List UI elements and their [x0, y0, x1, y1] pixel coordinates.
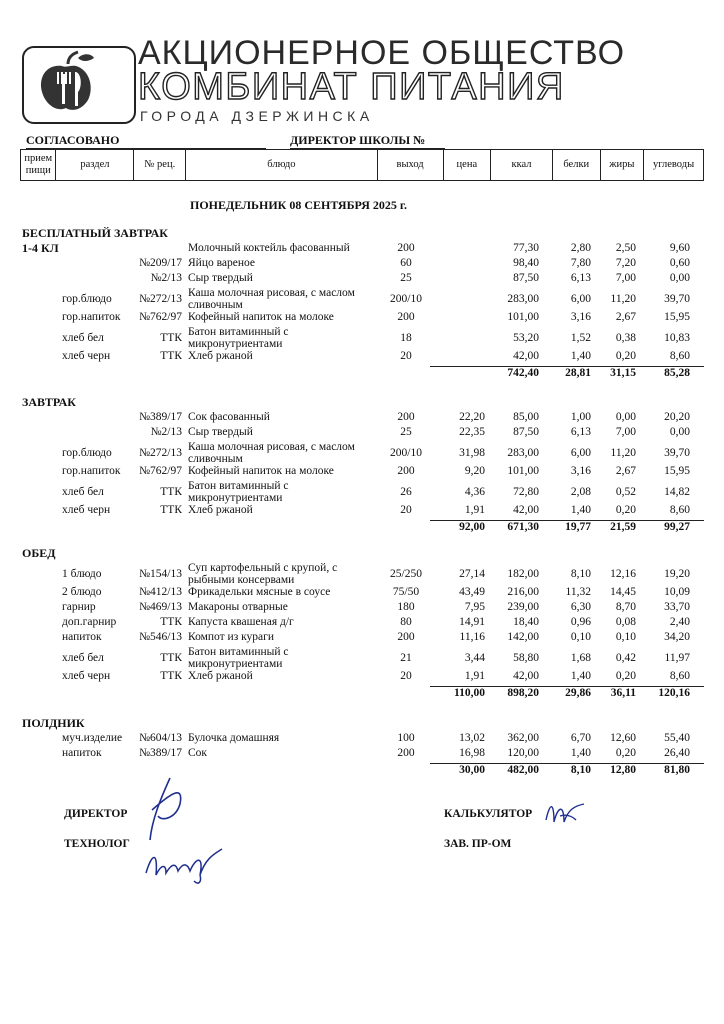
fat: 14,45: [610, 586, 636, 598]
dish-name: Яйцо вареное: [188, 257, 255, 269]
total-fat: 21,59: [610, 521, 636, 533]
portion-output: 21: [400, 652, 412, 664]
dish-name: Молочный коктейль фасованный: [188, 242, 350, 254]
fat: 8,70: [615, 601, 636, 613]
total-price: 110,00: [454, 687, 485, 699]
portion-output: 200: [397, 242, 415, 254]
menu-row: [0, 465, 724, 480]
section-title: ЗАВТРАК: [22, 395, 77, 409]
total-kcal: 482,00: [507, 764, 539, 776]
protein: 6,70: [570, 732, 591, 744]
razdel: хлеб бел: [62, 486, 104, 498]
razdel: гор.блюдо: [62, 447, 112, 459]
kcal: 101,00: [507, 311, 539, 323]
dish-name: Компот из кураги: [188, 631, 275, 643]
razdel: хлеб черн: [62, 504, 111, 516]
dish-name: Суп картофельный с крупой, с рыбными консервами: [188, 562, 338, 586]
menu-row: [0, 311, 724, 326]
section-total-row: [0, 687, 724, 707]
total-kcal: 742,40: [507, 367, 539, 379]
menu-row: [0, 426, 724, 441]
protein: 3,16: [570, 311, 591, 323]
dish-name: Макароны отварные: [188, 601, 288, 613]
section-total-row: [0, 521, 724, 541]
price: 3,44: [464, 652, 485, 664]
protein: 1,40: [570, 504, 591, 516]
col-header: раздел: [56, 150, 134, 181]
fat: 2,50: [615, 242, 636, 254]
razdel: хлеб черн: [62, 350, 111, 362]
portion-output: 200: [397, 747, 415, 759]
dish-name: Капуста квашеная д/г: [188, 616, 294, 628]
total-kcal: 898,20: [507, 687, 539, 699]
header-line-1: АКЦИОНЕРНОЕ ОБЩЕСТВО: [138, 34, 626, 72]
kcal: 53,20: [513, 332, 539, 344]
total-fat: 31,15: [610, 367, 636, 379]
kcal: 72,80: [513, 486, 539, 498]
kcal: 120,00: [507, 747, 539, 759]
fat: 0,52: [615, 486, 636, 498]
price: 31,98: [459, 447, 485, 459]
protein: 6,00: [570, 293, 591, 305]
technologist-signature-label: ТЕХНОЛОГ: [64, 838, 130, 850]
carbs: 15,95: [664, 311, 690, 323]
protein: 0,96: [570, 616, 591, 628]
razdel: гор.напиток: [62, 465, 121, 477]
dish-name: Хлеб ржаной: [188, 350, 253, 362]
price: 1,91: [464, 670, 485, 682]
kcal: 87,50: [513, 272, 539, 284]
fat: 0,10: [615, 631, 636, 643]
total-kcal: 671,30: [507, 521, 539, 533]
carbs: 14,82: [664, 486, 690, 498]
carbs: 55,40: [664, 732, 690, 744]
dish-name: Кофейный напиток на молоке: [188, 465, 334, 477]
kcal: 182,00: [507, 568, 539, 580]
protein: 6,30: [570, 601, 591, 613]
recipe-number: №762/97: [139, 311, 182, 323]
protein: 1,68: [570, 652, 591, 664]
calculator-signature-label: КАЛЬКУЛЯТОР: [444, 808, 533, 820]
portion-output: 200: [397, 465, 415, 477]
total-protein: 29,86: [565, 687, 591, 699]
header-line-3: ГОРОДА ДЗЕРЖИНСКА: [140, 108, 374, 124]
dish-name: Булочка домашняя: [188, 732, 280, 744]
section-title: ОБЕД: [22, 546, 56, 560]
dish-name: Батон витаминный с микронутриентами: [188, 480, 289, 504]
carbs: 20,20: [664, 411, 690, 423]
total-carbs: 120,16: [658, 687, 690, 699]
fat: 0,20: [615, 350, 636, 362]
price: 13,02: [459, 732, 485, 744]
carbs: 0,00: [669, 426, 690, 438]
price: 4,36: [464, 486, 485, 498]
kcal: 58,80: [513, 652, 539, 664]
carbs: 11,97: [664, 652, 690, 664]
total-fat: 36,11: [610, 687, 636, 699]
dish-name: Каша молочная рисовая, с маслом сливочным: [188, 441, 355, 465]
portion-output: 20: [400, 670, 412, 682]
protein: 0,10: [570, 631, 591, 643]
fat: 12,16: [610, 568, 636, 580]
recipe-number: №389/17: [139, 747, 182, 759]
menu-row: [0, 616, 724, 631]
recipe-number: №272/13: [139, 447, 182, 459]
col-header: жиры: [600, 150, 644, 181]
menu-row: [0, 272, 724, 287]
kcal: 42,00: [513, 670, 539, 682]
portion-output: 25/250: [390, 568, 422, 580]
section-total-row: [0, 764, 724, 784]
kcal: 142,00: [507, 631, 539, 643]
portion-output: 20: [400, 350, 412, 362]
carbs: 0,60: [669, 257, 690, 269]
price: 22,35: [459, 426, 485, 438]
fat: 7,00: [615, 272, 636, 284]
total-protein: 19,77: [565, 521, 591, 533]
recipe-number: №412/13: [139, 586, 182, 598]
carbs: 34,20: [664, 631, 690, 643]
recipe-number: №469/13: [139, 601, 182, 613]
carbs: 33,70: [664, 601, 690, 613]
razdel: 2 блюдо: [62, 586, 102, 598]
kcal: 77,30: [513, 242, 539, 254]
section-title: БЕСПЛАТНЫЙ ЗАВТРАК: [22, 226, 168, 240]
director-signature-label: ДИРЕКТОР: [64, 808, 128, 820]
fat: 0,08: [615, 616, 636, 628]
col-header: ккал: [491, 150, 553, 181]
razdel: хлеб бел: [62, 652, 104, 664]
col-header: № рец.: [134, 150, 186, 181]
kcal: 239,00: [507, 601, 539, 613]
fat: 12,60: [610, 732, 636, 744]
carbs: 39,70: [664, 447, 690, 459]
fat: 0,00: [615, 411, 636, 423]
razdel: гор.блюдо: [62, 293, 112, 305]
portion-output: 18: [400, 332, 412, 344]
portion-output: 200/10: [390, 447, 422, 459]
carbs: 8,60: [669, 350, 690, 362]
recipe-number: ТТК: [160, 350, 182, 362]
fat: 2,67: [615, 465, 636, 477]
protein: 2,80: [570, 242, 591, 254]
total-carbs: 81,80: [664, 764, 690, 776]
menu-row: [0, 646, 724, 670]
recipe-number: ТТК: [160, 652, 182, 664]
portion-output: 20: [400, 504, 412, 516]
calculator-signature-mark: [540, 796, 590, 830]
menu-row: [0, 257, 724, 272]
dish-name: Сок: [188, 747, 208, 759]
price: 27,14: [459, 568, 485, 580]
menu-row: [0, 504, 724, 519]
kcal: 283,00: [507, 447, 539, 459]
fat: 0,20: [615, 747, 636, 759]
director-school-label: ДИРЕКТОР ШКОЛЫ №: [290, 133, 426, 147]
recipe-number: ТТК: [160, 616, 182, 628]
fat: 0,42: [615, 652, 636, 664]
menu-date-title: ПОНЕДЕЛЬНИК 08 СЕНТЯБРЯ 2025 г.: [190, 198, 407, 212]
protein: 6,00: [570, 447, 591, 459]
portion-output: 60: [400, 257, 412, 269]
kcal: 101,00: [507, 465, 539, 477]
portion-output: 200: [397, 631, 415, 643]
dish-name: Батон витаминный с микронутриентами: [188, 326, 289, 350]
razdel: хлеб черн: [62, 670, 111, 682]
carbs: 10,83: [664, 332, 690, 344]
menu-row: [0, 350, 724, 365]
price: 7,95: [464, 601, 485, 613]
section-subtitle: 1-4 КЛ: [22, 241, 59, 255]
fat: 7,00: [615, 426, 636, 438]
protein: 7,80: [570, 257, 591, 269]
section-total-row: [0, 367, 724, 387]
portion-output: 25: [400, 426, 412, 438]
total-carbs: 99,27: [664, 521, 690, 533]
portion-output: 200: [397, 311, 415, 323]
carbs: 8,60: [669, 504, 690, 516]
razdel: гарнир: [62, 601, 96, 613]
portion-output: 25: [400, 272, 412, 284]
protein: 8,10: [570, 568, 591, 580]
total-carbs: 85,28: [664, 367, 690, 379]
dish-name: Хлеб ржаной: [188, 504, 253, 516]
kcal: 283,00: [507, 293, 539, 305]
kcal: 42,00: [513, 350, 539, 362]
recipe-number: ТТК: [160, 332, 182, 344]
kcal: 42,00: [513, 504, 539, 516]
total-protein: 28,81: [565, 367, 591, 379]
total-fat: 12,80: [610, 764, 636, 776]
menu-row: [0, 631, 724, 646]
menu-row: [0, 242, 724, 257]
kcal: 87,50: [513, 426, 539, 438]
dish-name: Хлеб ржаной: [188, 670, 253, 682]
protein: 2,08: [570, 486, 591, 498]
fat: 0,20: [615, 504, 636, 516]
kcal: 85,00: [513, 411, 539, 423]
col-header: углеводы: [644, 150, 704, 181]
recipe-number: №2/13: [150, 426, 182, 438]
price: 11,16: [459, 631, 485, 643]
col-header: цена: [443, 150, 491, 181]
protein: 1,40: [570, 670, 591, 682]
razdel: гор.напиток: [62, 311, 121, 323]
approved-label: СОГЛАСОВАНО: [26, 133, 120, 147]
protein: 1,00: [570, 411, 591, 423]
company-logo: [22, 46, 136, 124]
portion-output: 75/50: [392, 586, 420, 598]
protein: 1,52: [570, 332, 591, 344]
recipe-number: №272/13: [139, 293, 182, 305]
recipe-number: №209/17: [139, 257, 182, 269]
carbs: 0,00: [669, 272, 690, 284]
dish-name: Сыр твердый: [188, 272, 253, 284]
dish-name: Кофейный напиток на молоке: [188, 311, 334, 323]
kcal: 98,40: [513, 257, 539, 269]
dish-name: Батон витаминный с микронутриентами: [188, 646, 289, 670]
total-price: 92,00: [459, 521, 485, 533]
dish-name: Сыр твердый: [188, 426, 253, 438]
price: 16,98: [459, 747, 485, 759]
carbs: 8,60: [669, 670, 690, 682]
fat: 0,38: [615, 332, 636, 344]
portion-output: 100: [397, 732, 415, 744]
menu-row: [0, 287, 724, 311]
carbs: 10,09: [664, 586, 690, 598]
carbs: 15,95: [664, 465, 690, 477]
protein: 6,13: [570, 426, 591, 438]
price: 14,91: [459, 616, 485, 628]
col-header: блюдо: [186, 150, 378, 181]
carbs: 2,40: [669, 616, 690, 628]
carbs: 39,70: [664, 293, 690, 305]
menu-row: [0, 411, 724, 426]
recipe-number: №546/13: [139, 631, 182, 643]
menu-row: [0, 601, 724, 616]
menu-row: [0, 326, 724, 350]
portion-output: 200/10: [390, 293, 422, 305]
portion-output: 26: [400, 486, 412, 498]
razdel: доп.гарнир: [62, 616, 117, 628]
dish-name: Сок фасованный: [188, 411, 270, 423]
recipe-number: №762/97: [139, 465, 182, 477]
total-price: 30,00: [459, 764, 485, 776]
fat: 0,20: [615, 670, 636, 682]
menu-row: [0, 562, 724, 586]
menu-row: [0, 480, 724, 504]
kcal: 18,40: [513, 616, 539, 628]
protein: 6,13: [570, 272, 591, 284]
dish-name: Фрикадельки мясные в соусе: [188, 586, 331, 598]
portion-output: 80: [400, 616, 412, 628]
dish-name: Каша молочная рисовая, с маслом сливочным: [188, 287, 355, 311]
carbs: 9,60: [669, 242, 690, 254]
fat: 2,67: [615, 311, 636, 323]
price: 22,20: [459, 411, 485, 423]
col-header: прием пищи: [21, 150, 56, 181]
razdel: хлеб бел: [62, 332, 104, 344]
fat: 11,20: [610, 447, 636, 459]
apple-fork-logo-icon: [24, 48, 134, 122]
section-title: ПОЛДНИК: [22, 716, 85, 730]
price: 43,49: [459, 586, 485, 598]
menu-row: [0, 732, 724, 747]
director-signature-mark: [140, 770, 200, 850]
portion-output: 180: [397, 601, 415, 613]
portion-output: 200: [397, 411, 415, 423]
head-production-label: ЗАВ. ПР-ОМ: [444, 838, 512, 850]
carbs: 19,20: [664, 568, 690, 580]
menu-row: [0, 441, 724, 465]
col-header: выход: [377, 150, 443, 181]
razdel: 1 блюдо: [62, 568, 102, 580]
technologist-signature-mark: [140, 845, 230, 885]
price: 1,91: [464, 504, 485, 516]
recipe-number: №2/13: [150, 272, 182, 284]
protein: 1,40: [570, 350, 591, 362]
menu-row: [0, 747, 724, 762]
col-header: белки: [552, 150, 600, 181]
protein: 1,40: [570, 747, 591, 759]
column-header-table: [20, 149, 704, 181]
carbs: 26,40: [664, 747, 690, 759]
fat: 7,20: [615, 257, 636, 269]
price: 9,20: [464, 465, 485, 477]
recipe-number: ТТК: [160, 504, 182, 516]
protein: 3,16: [570, 465, 591, 477]
recipe-number: ТТК: [160, 486, 182, 498]
fat: 11,20: [610, 293, 636, 305]
total-protein: 8,10: [570, 764, 591, 776]
razdel: напиток: [62, 747, 102, 759]
recipe-number: №389/17: [139, 411, 182, 423]
razdel: напиток: [62, 631, 102, 643]
kcal: 362,00: [507, 732, 539, 744]
recipe-number: №154/13: [139, 568, 182, 580]
recipe-number: ТТК: [160, 670, 182, 682]
kcal: 216,00: [507, 586, 539, 598]
header-line-2: КОМБИНАТ ПИТАНИЯ: [138, 66, 565, 108]
razdel: муч.изделие: [62, 732, 123, 744]
protein: 11,32: [565, 586, 591, 598]
menu-row: [0, 586, 724, 601]
menu-row: [0, 670, 724, 685]
recipe-number: №604/13: [139, 732, 182, 744]
